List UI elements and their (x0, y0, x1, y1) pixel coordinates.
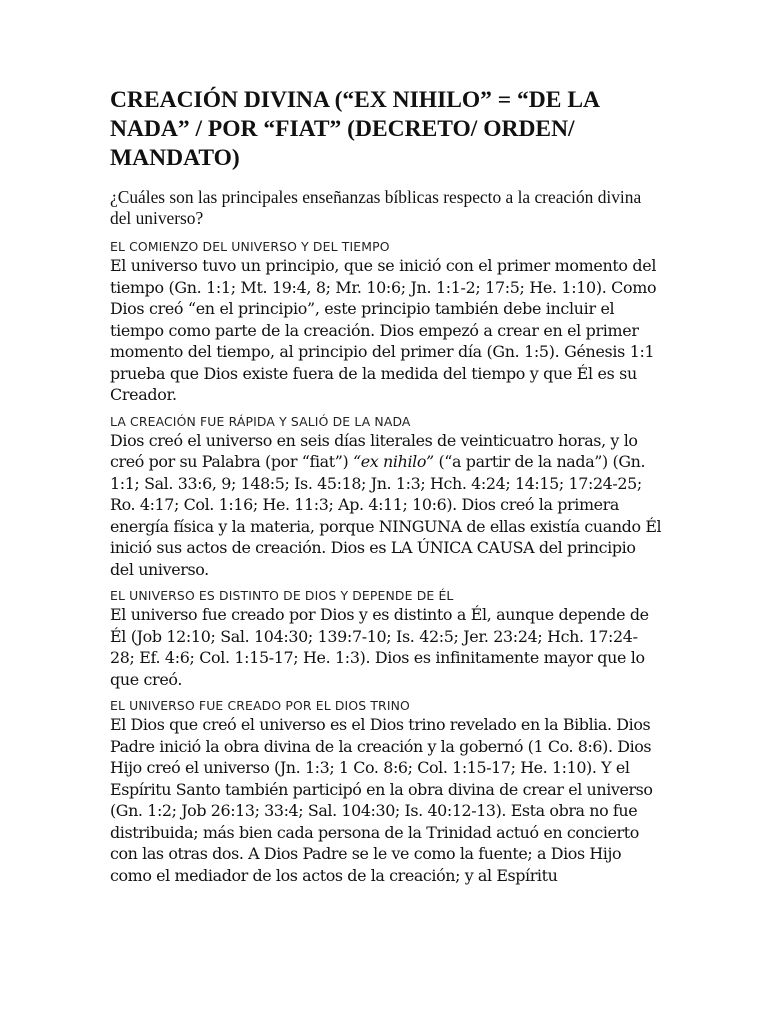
section-heading: LA CREACIÓN FUE RÁPIDA Y SALIÓ DE LA NADA (110, 413, 411, 429)
section-body: El Dios que creó el universo es el Dios trino revelado en la Biblia. Dios Padre inició la obra divina de la creación y la gobernó (1 Co. 8:6). Dios Hijo creó el universo (Jn. 1:3; 1 Co. 8:6; Col. 1:15-17; He. 1:10). Y el Espíritu Santo también participó en la obra divina de crear el universo (Gn. 1:2; Job 26:13; 33:4; Sal. 104:30; Is. 40:12-13). Esta obra no fue distribuida; más bien cada persona de la Trinidad actuó en concierto con las otras dos. A Dios Padre se le ve como la fuente; a Dios Hijo como el mediador de los actos de la creación; y al Espíritu (110, 715, 653, 885)
section-body: El universo tuvo un principio, que se inició con el primer momento del tiempo (Gn. 1:1; Mt. 19:4, 8; Mr. 10:6; Jn. 1:1-2; 17:5; He. 1:10). Como Dios creó “en el principio”, este principio también debe incluir el tiempo como parte de la creación. Dios empezó a crear en el primer momento del tiempo, al principio del primer día (Gn. 1:5). Génesis 1:1 prueba que Dios existe fuera de la medida del tiempo y que Él es su Creador. (110, 256, 657, 404)
section-heading: EL UNIVERSO ES DISTINTO DE DIOS Y DEPENDE DE ÉL (110, 588, 454, 603)
intro-question: ¿Cuáles son las principales enseñanzas bíblicas respecto a la creación divina del universo? (110, 187, 642, 228)
section-beginning-of-universe (110, 239, 662, 406)
body-italic-ex-nihilo: “ex nihilo” (353, 452, 434, 471)
section-created-by-triune-god (110, 698, 662, 886)
section-heading: EL UNIVERSO FUE CREADO POR EL DIOS TRINO (110, 698, 410, 713)
section-body: El universo fue creado por Dios y es distinto a Él, aunque depende de Él (Job 12:10; Sal. 104:30; 139:7-10; Is. 42:5; Jer. 23:24; Hch. 17:24-28; Ef. 4:6; Col. 1:15-17; He. 1:3). Dios es infinitamente mayor que lo que creó. (110, 605, 649, 689)
section-universe-distinct-from-god (110, 588, 662, 690)
section-creation-from-nothing (110, 414, 662, 581)
body-text-after: (“a partir de la nada”) (Gn. 1:1; Sal. 33:6, 9; 148:5; Is. 45:18; Jn. 1:3; Hch. 4:24; 14:15; 17:24-25; Ro. 4:17; Col. 1:16; He. 11:3; Ap. 4:11; 10:6). Dios creó la primera energía física y la materia, porque NINGUNA de ellas existía cuando Él inició sus actos de creación. Dios es LA ÚNICA CAUSA del principio del universo. (110, 452, 662, 579)
document-title: CREACIÓN DIVINA (“EX NIHILO” = “DE LA NADA” / POR “FIAT” (DECRETO/ ORDEN/ MANDATO) (110, 87, 599, 171)
section-body (110, 430, 662, 581)
section-heading: EL COMIENZO DEL UNIVERSO Y DEL TIEMPO (110, 239, 390, 254)
body-text-before: Dios creó el universo en seis días literales de veinticuatro horas, y lo creó por su Palabra (por “fiat”) (110, 430, 638, 471)
document-page (110, 86, 662, 894)
